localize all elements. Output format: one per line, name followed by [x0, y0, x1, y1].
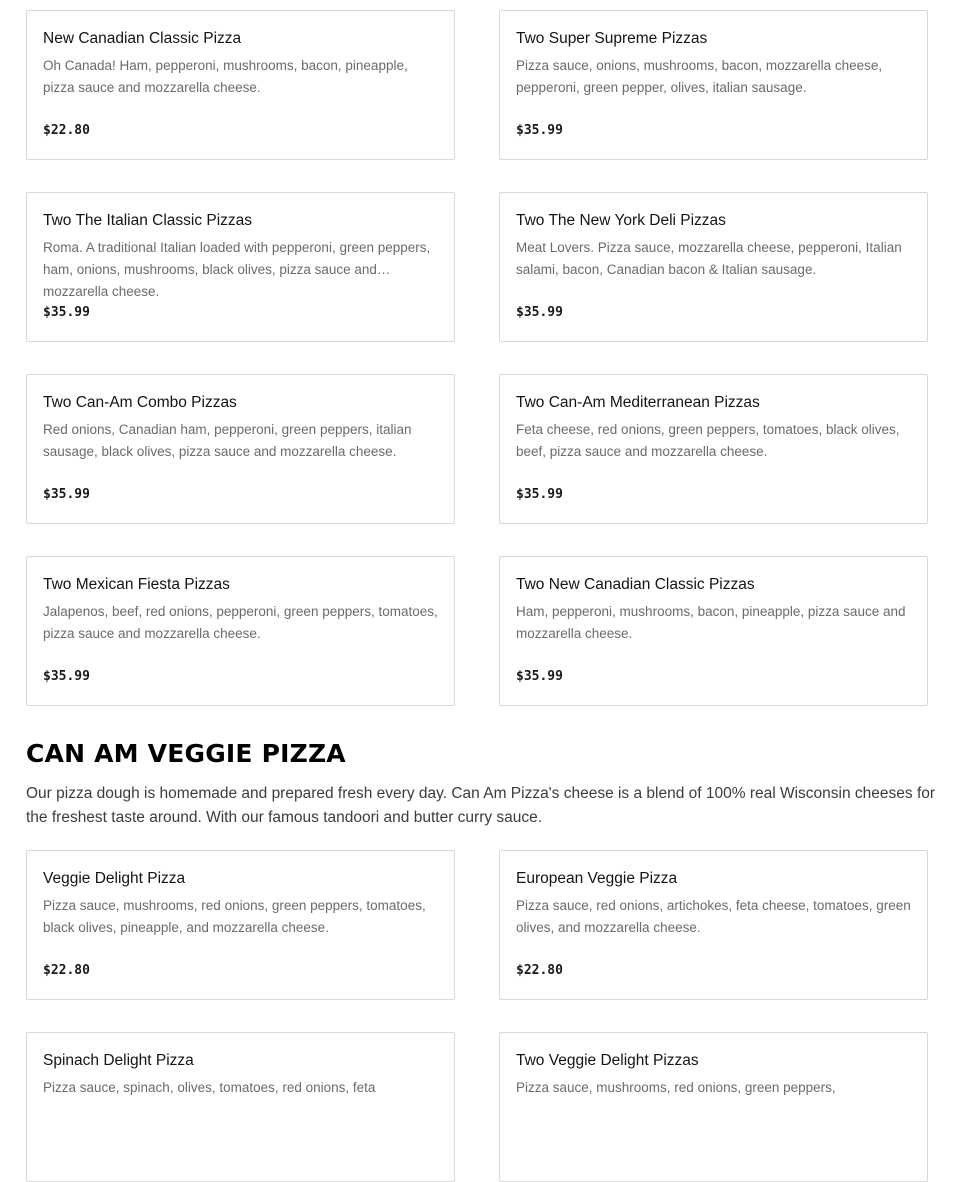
menu-grid-veggie: [26, 850, 928, 1182]
section-description: Our pizza dough is homemade and prepared fresh every day. Can Am Pizza's cheese is a blend of 100% real Wisconsin cheeses for the freshest taste around. With our famous tandoori and butter curry sauce.: [26, 785, 936, 826]
menu-item-card[interactable]: [499, 1032, 928, 1182]
menu-item-card[interactable]: [499, 374, 928, 524]
menu-item-card[interactable]: [499, 556, 928, 706]
menu-item-card[interactable]: [499, 192, 928, 342]
menu-item-price: $35.99: [43, 487, 90, 502]
menu-item-name: Two Mexican Fiesta Pizzas: [43, 576, 230, 593]
menu-item-description: Pizza sauce, spinach, olives, tomatoes, red onions, feta: [43, 1080, 376, 1095]
menu-item-description: Pizza sauce, mushrooms, red onions, green peppers,: [516, 1080, 836, 1095]
menu-item-price: $35.99: [516, 305, 563, 320]
menu-item-name: Two New Canadian Classic Pizzas: [516, 576, 755, 593]
menu-item-name: Veggie Delight Pizza: [43, 870, 186, 887]
menu-item-name: Two Can-Am Mediterranean Pizzas: [516, 394, 760, 411]
menu-item-description: Feta cheese, red onions, green peppers, tomatoes, black olives, beef, pizza sauce and mozzarella cheese.: [516, 422, 900, 459]
menu-item-price: $35.99: [516, 123, 563, 138]
menu-item-description: Oh Canada! Ham, pepperoni, mushrooms, bacon, pineapple, pizza sauce and mozzarella cheese.: [43, 58, 408, 95]
menu-item-description: Jalapenos, beef, red onions, pepperoni, green peppers, tomatoes, pizza sauce and mozzarella cheese.: [43, 604, 438, 641]
menu-item-name: Two Can-Am Combo Pizzas: [43, 394, 237, 411]
veggie-section-header: [26, 738, 946, 830]
menu-item-description: Meat Lovers. Pizza sauce, mozzarella cheese, pepperoni, Italian salami, bacon, Canadian bacon & Italian sausage.: [516, 240, 902, 277]
menu-item-price: $22.80: [43, 123, 90, 138]
menu-item-name: Two Super Supreme Pizzas: [516, 30, 708, 47]
menu-item-card[interactable]: [26, 556, 455, 706]
menu-item-description: Ham, pepperoni, mushrooms, bacon, pineapple, pizza sauce and mozzarella cheese.: [516, 604, 906, 641]
menu-item-description: Pizza sauce, onions, mushrooms, bacon, mozzarella cheese, pepperoni, green pepper, olives, italian sausage.: [516, 58, 883, 95]
menu-item-description: Roma. A traditional Italian loaded with pepperoni, green peppers, ham, onions, mushrooms, black olives, pizza sauce and mozzarella cheese.: [43, 240, 431, 299]
menu-item-card[interactable]: [26, 850, 455, 1000]
menu-item-description: Red onions, Canadian ham, pepperoni, green peppers, italian sausage, black olives, pizza sauce and mozzarella cheese.: [43, 422, 412, 459]
menu-item-name: Spinach Delight Pizza: [43, 1052, 194, 1069]
menu-item-description: Pizza sauce, mushrooms, red onions, green peppers, tomatoes, black olives, pineapple, and mozzarella cheese.: [43, 898, 426, 935]
menu-item-card[interactable]: [26, 10, 455, 160]
menu-item-price: $35.99: [516, 669, 563, 684]
menu-item-card[interactable]: [26, 1032, 455, 1182]
menu-item-price: $35.99: [43, 305, 90, 320]
menu-item-description: Pizza sauce, red onions, artichokes, feta cheese, tomatoes, green olives, and mozzarella cheese.: [516, 898, 911, 935]
menu-item-name: Two Veggie Delight Pizzas: [516, 1052, 699, 1069]
menu-item-name: Two The New York Deli Pizzas: [516, 212, 726, 229]
menu-item-price: $22.80: [516, 963, 563, 978]
menu-item-price: $35.99: [516, 487, 563, 502]
menu-item-name: New Canadian Classic Pizza: [43, 30, 242, 47]
section-title: CAN AM VEGGIE PIZZA: [26, 739, 346, 768]
menu-item-name: Two The Italian Classic Pizzas: [43, 212, 253, 229]
menu-item-price: $35.99: [43, 669, 90, 684]
menu-item-card[interactable]: [499, 10, 928, 160]
menu-item-card[interactable]: [26, 374, 455, 524]
menu-item-card[interactable]: [499, 850, 928, 1000]
menu-item-name: European Veggie Pizza: [516, 870, 678, 887]
menu-item-card[interactable]: [26, 192, 455, 342]
menu-item-price: $22.80: [43, 963, 90, 978]
menu-grid-top: [26, 10, 928, 706]
